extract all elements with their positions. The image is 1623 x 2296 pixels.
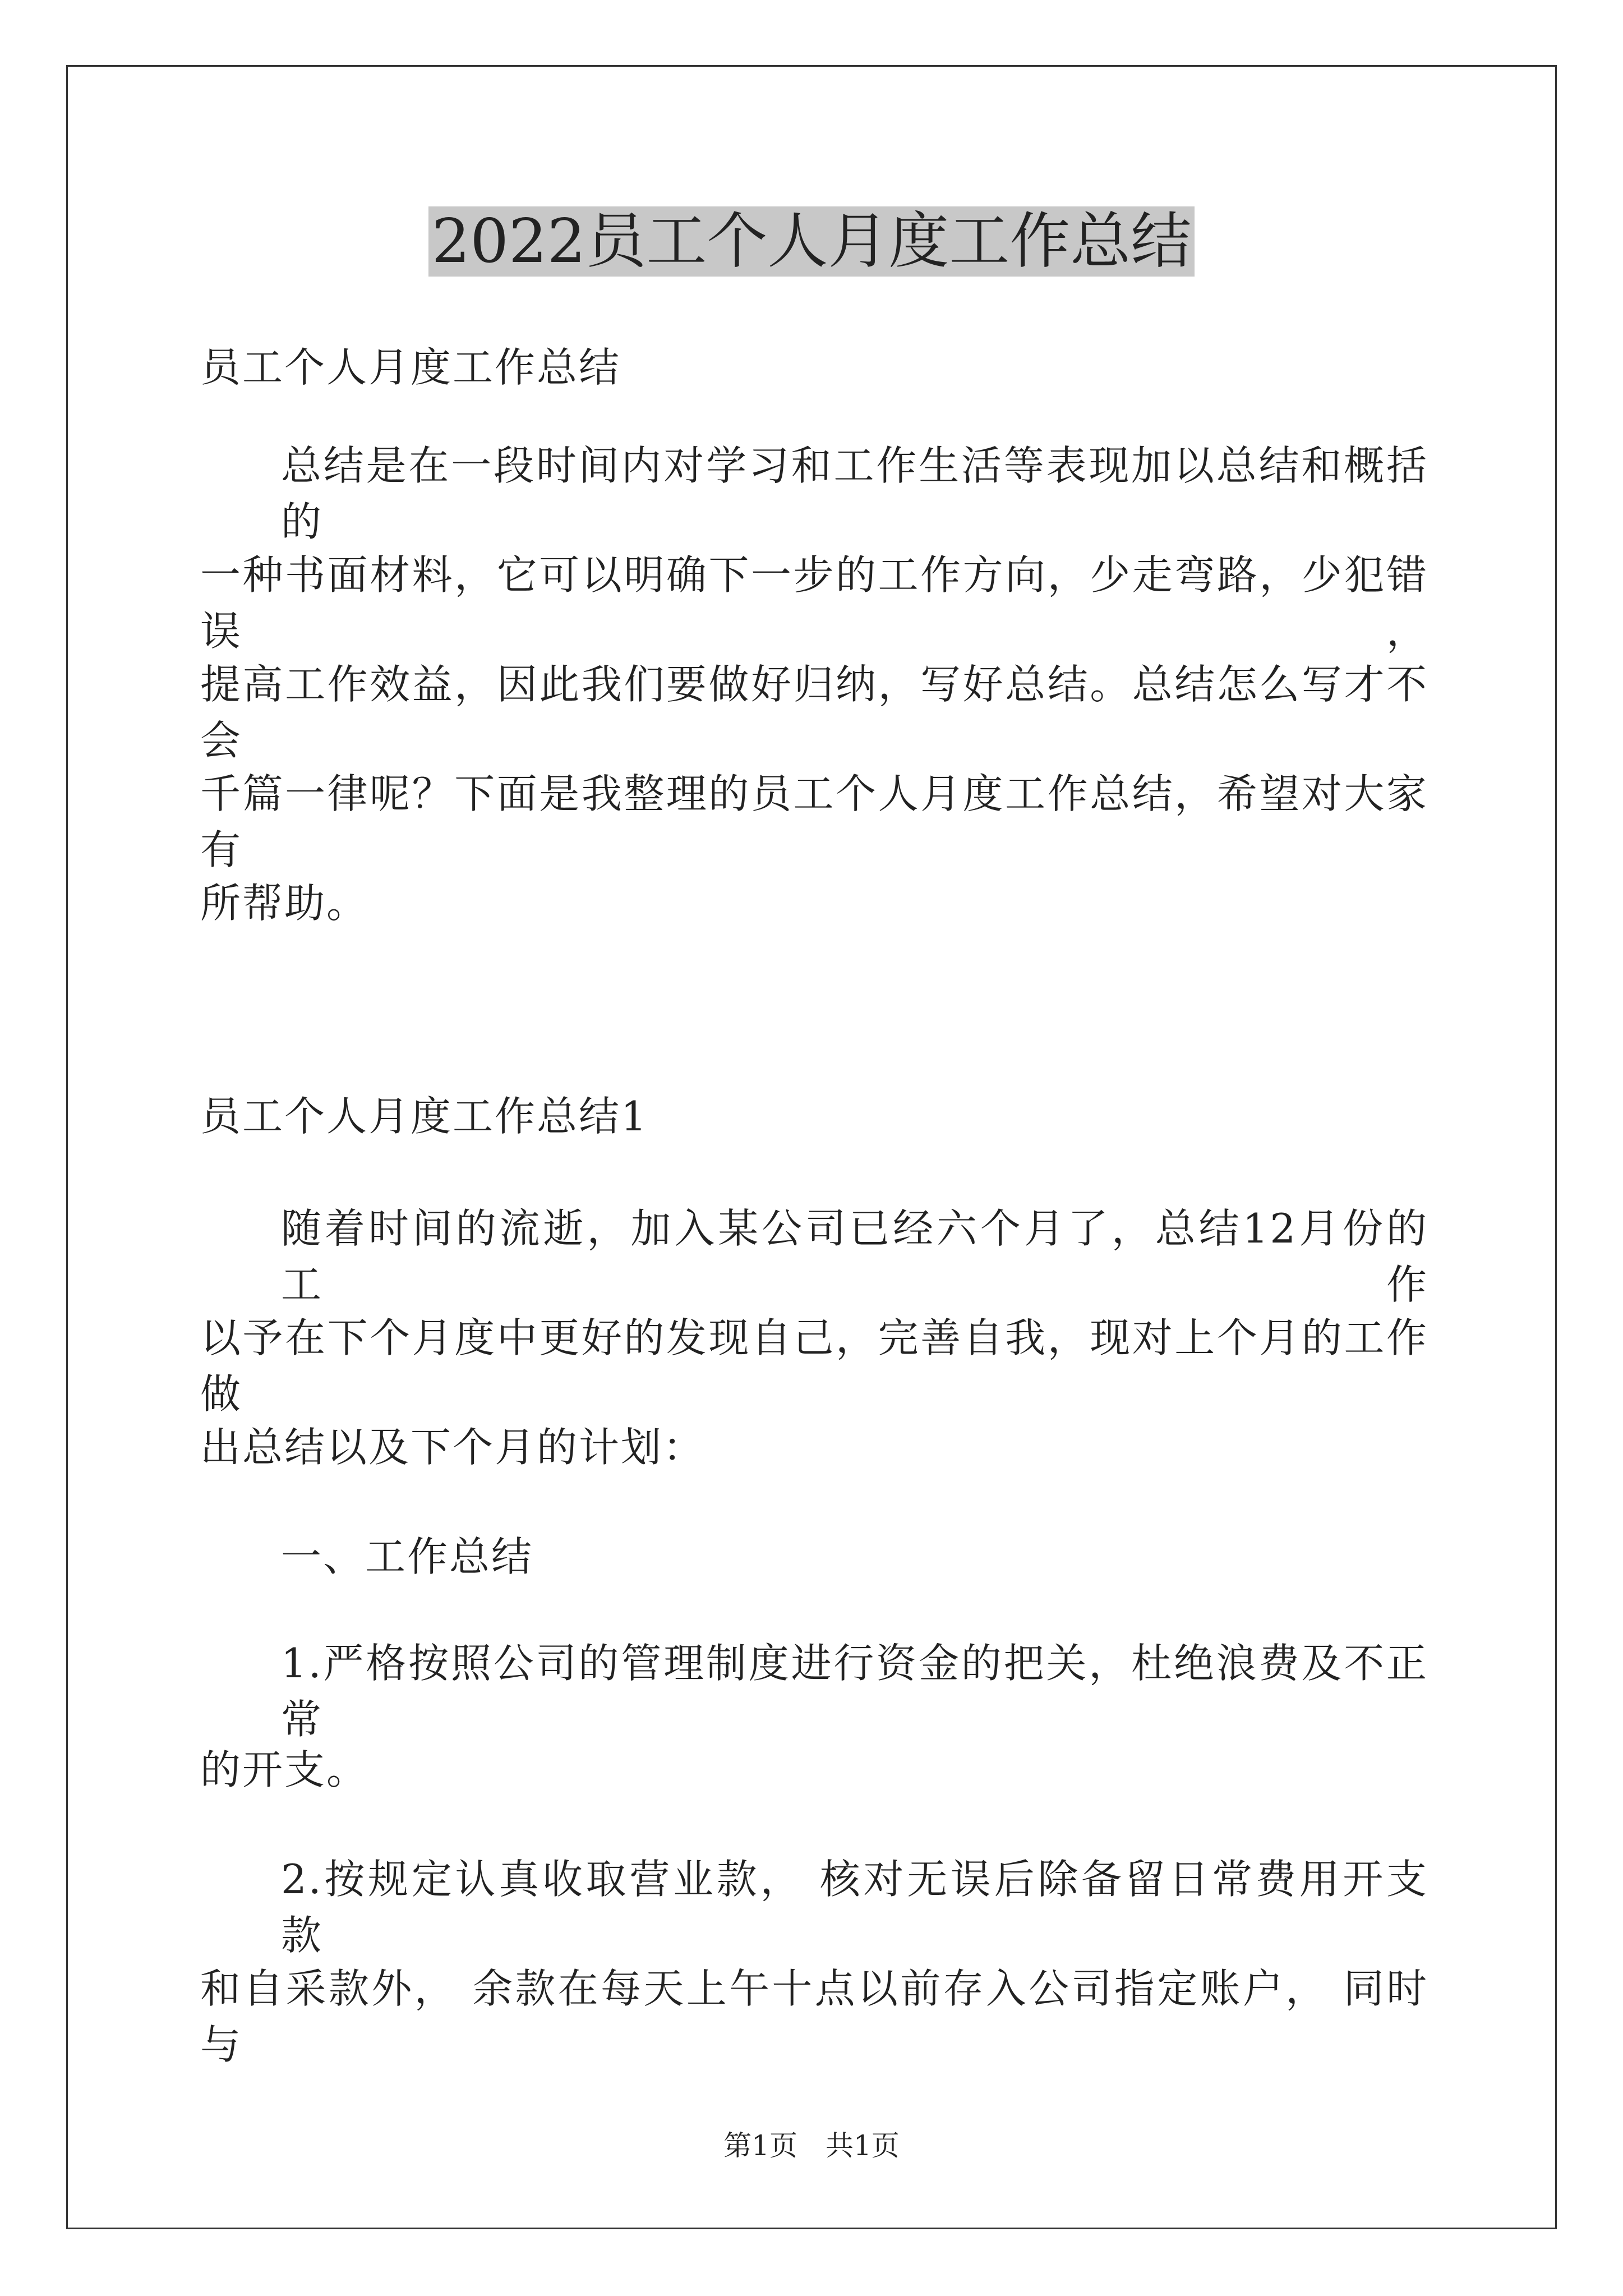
paragraph-line: 的开支。 — [200, 1746, 369, 1793]
document-title — [0, 200, 1623, 284]
paragraph-line: 1.严格按照公司的管理制度进行资金的把关，杜绝浪费及不正常 — [281, 1640, 1428, 1743]
paragraph-line: 和自采款外， 余款在每天上午十点以前存入公司指定账户， 同时与 — [200, 1965, 1428, 2068]
section-heading: 员工个人月度工作总结 — [200, 344, 621, 391]
paragraph-line: 出总结以及下个月的计划： — [200, 1424, 706, 1471]
paragraph-line: 千篇一律呢？下面是我整理的员工个人月度工作总结，希望对大家有 — [200, 770, 1428, 873]
paragraph-line: 2.按规定认真收取营业款， 核对无误后除备留日常费用开支款 — [281, 1856, 1428, 1959]
section-heading: 员工个人月度工作总结1 — [200, 1093, 648, 1140]
paragraph-line: 所帮助。 — [200, 880, 369, 927]
page-footer: 第1页 共1页 — [723, 2129, 900, 2162]
subsection-heading: 一、工作总结 — [281, 1533, 534, 1580]
document-title-text: 2022员工个人月度工作总结 — [428, 206, 1195, 277]
paragraph-line: 一种书面材料，它可以明确下一步的工作方向，少走弯路，少犯错误， — [200, 551, 1428, 655]
paragraph-line: 提高工作效益，因此我们要做好归纳，写好总结。总结怎么写才不会 — [200, 661, 1428, 764]
paragraph-line: 总结是在一段时间内对学习和工作生活等表现加以总结和概括的 — [281, 442, 1428, 545]
paragraph-line: 随着时间的流逝，加入某公司已经六个月了，总结12月份的工作 — [281, 1205, 1428, 1308]
paragraph-line: 以予在下个月度中更好的发现自己，完善自我，现对上个月的工作做 — [200, 1314, 1428, 1418]
